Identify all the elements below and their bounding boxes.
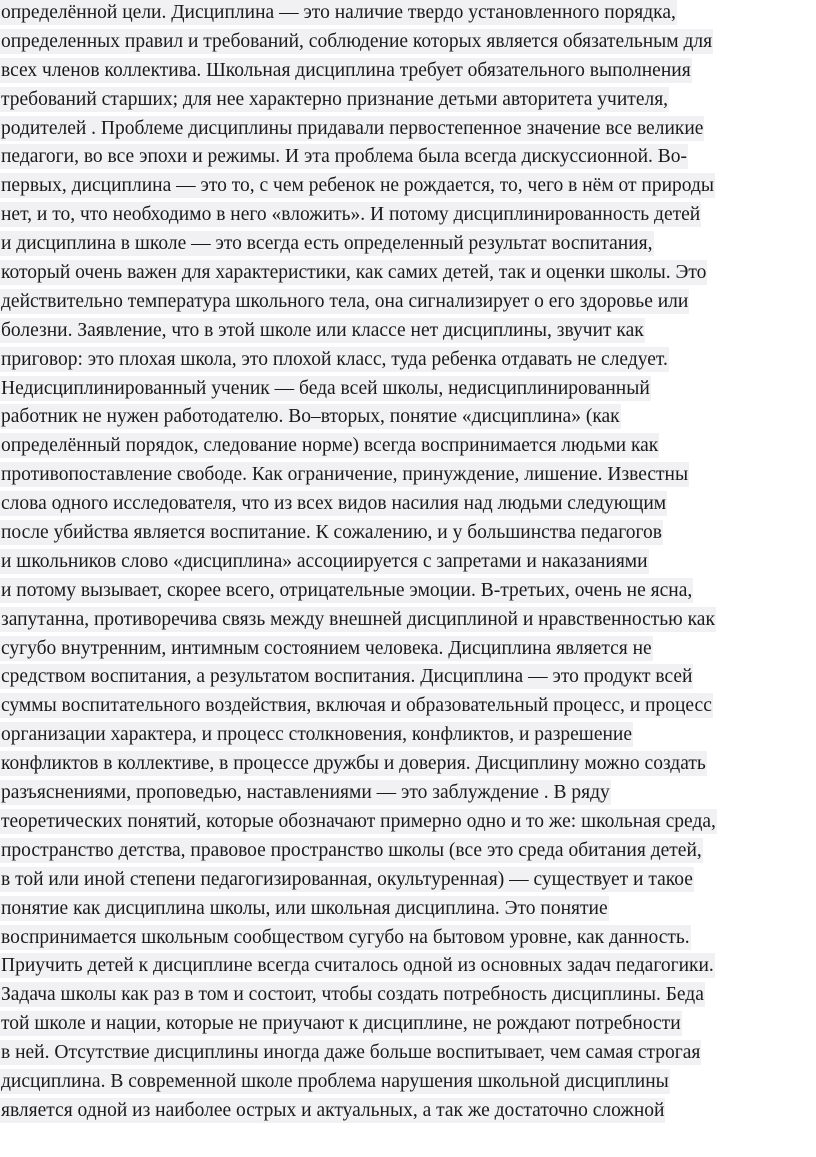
text-line bbox=[0, 1069, 816, 1098]
text-line bbox=[0, 404, 816, 433]
text-line bbox=[0, 607, 816, 636]
text-line bbox=[0, 318, 816, 347]
text-line bbox=[0, 925, 816, 954]
text-line-content: действительно температура школьного тела, она сигнализирует о его здоровье или bbox=[1, 290, 689, 312]
text-line-content: который очень важен для характеристики, как самих детей, так и оценки школы. Это bbox=[1, 262, 707, 284]
text-line bbox=[0, 144, 816, 173]
text-line-content: в ней. Отсутствие дисциплины иногда даже больше воспитывает, чем самая строгая bbox=[1, 1042, 701, 1064]
text-line-content: сугубо внутренним, интимным состоянием человека. Дисциплина является не bbox=[1, 637, 652, 659]
text-line bbox=[0, 376, 816, 405]
text-line bbox=[0, 953, 816, 982]
text-line-content: после убийства является воспитание. К сожалению, и у большинства педагогов bbox=[1, 522, 662, 544]
text-line-content: слова одного исследователя, что из всех видов насилия над людьми следующим bbox=[1, 493, 667, 515]
text-line-content: родителей . Проблеме дисциплины придавали первостепенное значение все великие bbox=[1, 117, 704, 139]
text-line-content: педагоги, во все эпохи и режимы. И эта проблема была всегда дискуссионной. Во- bbox=[1, 146, 688, 168]
text-line-content: конфликтов в коллективе, в процессе дружбы и доверия. Дисциплину можно создать bbox=[1, 753, 706, 775]
text-line-content: пространство детства, правовое пространство школы (все это среда обитания детей, bbox=[1, 839, 702, 861]
text-line bbox=[0, 347, 816, 376]
text-line bbox=[0, 549, 816, 578]
text-line bbox=[0, 751, 816, 780]
text-line bbox=[0, 578, 816, 607]
text-line-content: приговор: это плохая школа, это плохой класс, туда ребенка отдавать не следует. bbox=[1, 348, 668, 370]
text-line bbox=[0, 982, 816, 1011]
text-line bbox=[0, 693, 816, 722]
text-line-content: всех членов коллектива. Школьная дисциплина требует обязательного выполнения bbox=[1, 59, 691, 81]
text-line-content: понятие как дисциплина школы, или школьная дисциплина. Это понятие bbox=[1, 897, 608, 919]
text-line-content: суммы воспитательного воздействия, включая и образовательный процесс, и процесс bbox=[1, 695, 712, 717]
text-line bbox=[0, 1098, 816, 1127]
text-line bbox=[0, 202, 816, 231]
text-line bbox=[0, 1011, 816, 1040]
text-line-content: противопоставление свободе. Как ограничение, принуждение, лишение. Известны bbox=[1, 464, 689, 486]
text-line bbox=[0, 636, 816, 665]
text-line-content: разъяснениями, проповедью, наставлениями — это заблуждение . В ряду bbox=[1, 782, 610, 804]
text-line-content: в той или иной степени педагогизированная, окультуренная) — существует и такое bbox=[1, 868, 693, 890]
text-line-content: определенных правил и требований, соблюдение которых является обязательным для bbox=[1, 30, 713, 52]
text-line bbox=[0, 260, 816, 289]
text-line bbox=[0, 664, 816, 693]
text-line-content: болезни. Заявление, что в этой школе или классе нет дисциплины, звучит как bbox=[1, 319, 644, 341]
text-line bbox=[0, 520, 816, 549]
text-line bbox=[0, 0, 816, 29]
text-line-content: Недисциплинированный ученик — беда всей школы, недисциплинированный bbox=[1, 377, 650, 399]
text-line bbox=[0, 87, 816, 116]
text-line-content: и дисциплина в школе — это всегда есть определенный результат воспитания, bbox=[1, 233, 653, 255]
text-line-content: и потому вызывает, скорее всего, отрицательные эмоции. В-третьих, очень не ясна, bbox=[1, 579, 693, 601]
text-line bbox=[0, 433, 816, 462]
text-line-content: первых, дисциплина — это то, с чем ребенок не рождается, то, чего в нём от природы bbox=[1, 175, 715, 197]
text-line bbox=[0, 231, 816, 260]
text-line bbox=[0, 838, 816, 867]
text-line-content: запутанна, противоречива связь между внешней дисциплиной и нравственностью как bbox=[1, 608, 715, 630]
text-line-content: теоретических понятий, которые обозначают примерно одно и то же: школьная среда, bbox=[1, 810, 716, 832]
text-line-content: определённой цели. Дисциплина — это наличие твердо установленного порядка, bbox=[1, 2, 676, 23]
text-line bbox=[0, 173, 816, 202]
text-line bbox=[0, 116, 816, 145]
text-line bbox=[0, 809, 816, 838]
text-line bbox=[0, 462, 816, 491]
text-line-content: той школе и нации, которые не приучают к дисциплине, не рождают потребности bbox=[1, 1013, 681, 1035]
text-line-content: дисциплина. В современной школе проблема нарушения школьной дисциплины bbox=[1, 1070, 669, 1092]
text-line-content: и школьников слово «дисциплина» ассоциируется с запретами и наказаниями bbox=[1, 550, 648, 572]
text-line bbox=[0, 29, 816, 58]
text-line bbox=[0, 491, 816, 520]
text-line-content: Задача школы как раз в том и состоит, чтобы создать потребность дисциплины. Беда bbox=[1, 984, 704, 1006]
text-line-content: нет, и то, что необходимо в него «вложить». И потому дисциплинированность детей bbox=[1, 204, 701, 226]
text-line bbox=[0, 867, 816, 896]
text-line-content: определённый порядок, следование норме) всегда воспринимается людьми как bbox=[1, 435, 659, 457]
text-line bbox=[0, 896, 816, 925]
text-line bbox=[0, 780, 816, 809]
text-line-content: средством воспитания, а результатом воспитания. Дисциплина — это продукт всей bbox=[1, 666, 693, 688]
text-line bbox=[0, 58, 816, 87]
text-line bbox=[0, 289, 816, 318]
text-line bbox=[0, 722, 816, 751]
text-line-content: требований старших; для нее характерно признание детьми авторитета учителя, bbox=[1, 88, 669, 110]
text-line-content: организации характера, и процесс столкновения, конфликтов, и разрешение bbox=[1, 724, 633, 746]
text-line-content: воспринимается школьным сообществом сугубо на бытовом уровне, как данность. bbox=[1, 926, 690, 948]
text-line-content: Приучить детей к дисциплине всегда считалось одной из основных задач педагогики. bbox=[1, 955, 714, 977]
text-line-content: является одной из наиболее острых и актуальных, а так же достаточно сложной bbox=[1, 1099, 665, 1121]
text-line bbox=[0, 1040, 816, 1069]
text-line-content: работник не нужен работодателю. Во–вторых, понятие «дисциплина» (как bbox=[1, 406, 620, 428]
